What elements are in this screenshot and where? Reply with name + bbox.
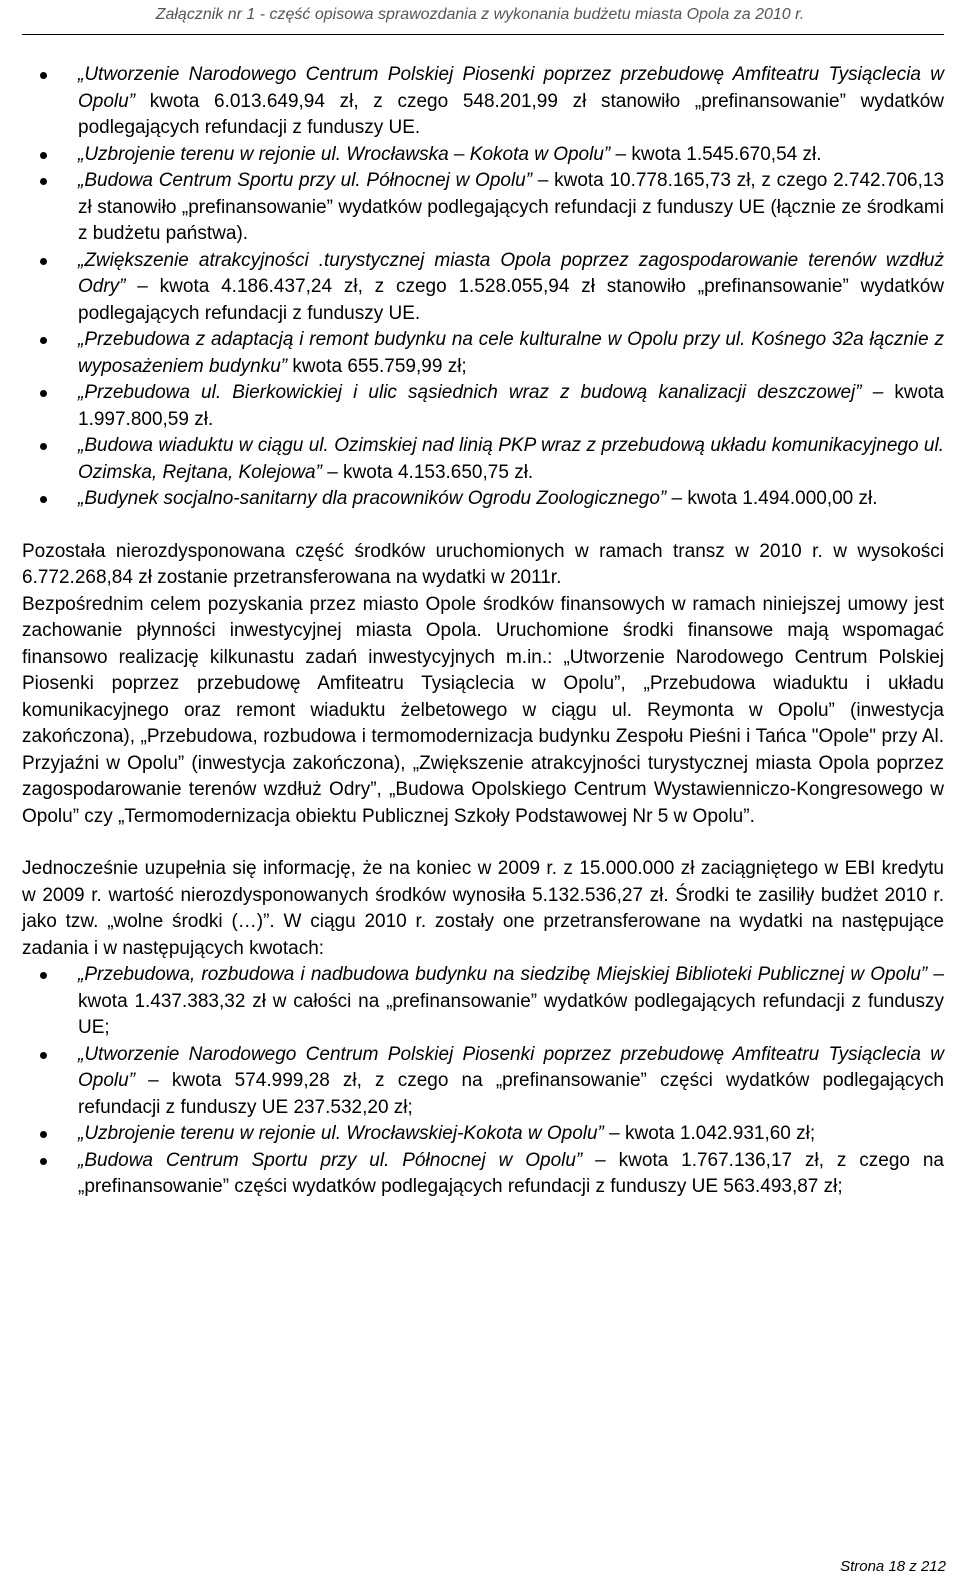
- page-number: Strona 18 z 212: [840, 1558, 946, 1575]
- task-amount: – kwota 1.042.931,60 zł;: [603, 1123, 816, 1144]
- paragraph-ebi-credit: Jednocześnie uzupełnia się informację, że na koniec w 2009 r. z 15.000.000 zł zaciągniętego w EBI kredytu w 2009 r. wartość nierozdysponowanych środków wynosiła 5.132.536,27 zł. Środki te zasiliły budżet 2010 r. jako tzw. „wolne środki (…)”. W ciągu 2010 r. zostały one przetransferowane na wydatki na następujące zadania i w następujących kwotach:: [22, 858, 944, 959]
- task-name: „Budynek socjalno-sanitarny dla pracowników Ogrodu Zoologicznego”: [78, 488, 667, 509]
- task-amount: – kwota 1.437.383,32 zł w całości na „prefinansowanie” wydatków podlegających refundacji z funduszy UE;: [78, 964, 944, 1038]
- list-item: [22, 327, 944, 380]
- investment-list-2: [22, 962, 944, 1201]
- list-item: [22, 1148, 944, 1201]
- list-item: [22, 1042, 944, 1122]
- document-body: [22, 62, 944, 1201]
- list-item: [22, 62, 944, 142]
- task-amount: – kwota 1.997.800,59 zł.: [78, 382, 944, 430]
- task-name: „Przebudowa ul. Bierkowickiej i ulic sąsiednich wraz z budową kanalizacji deszczowej”: [78, 382, 862, 403]
- task-amount: – kwota 4.186.437,24 zł, z czego 1.528.055,94 zł stanowiło „prefinansowanie” wydatków podlegających refundacji z funduszy UE.: [78, 276, 944, 324]
- investment-list-1: [22, 62, 944, 513]
- task-amount: – kwota 1.767.136,17 zł, z czego na „prefinansowanie” części wydatków podlegających refundacji z funduszy UE 563.493,87 zł;: [78, 1149, 944, 1197]
- task-name: „Utworzenie Narodowego Centrum Polskiej Piosenki poprzez przebudowę Amfiteatru Tysiąclecia w Opolu”: [78, 64, 944, 112]
- task-name: „Budowa Centrum Sportu przy ul. Północnej w Opolu”: [78, 1149, 583, 1171]
- spacer: [22, 830, 944, 856]
- task-amount: – kwota 574.999,28 zł, z czego na „prefinansowanie” części wydatków podlegających refundacji z funduszy UE 237.532,20 zł;: [78, 1070, 944, 1118]
- list-item: [22, 142, 944, 169]
- list-item: [22, 248, 944, 328]
- task-amount: kwota 6.013.649,94 zł, z czego 548.201,99 zł stanowiło „prefinansowanie” wydatków podlegających refundacji z funduszy UE.: [78, 90, 944, 138]
- task-name: „Zwiększenie atrakcyjności .turystycznej miasta Opola poprzez zagospodarowanie terenów wzdłuż Odry”: [78, 249, 944, 297]
- task-amount: – kwota 1.494.000,00 zł.: [666, 488, 878, 509]
- paragraph-objective: Bezpośrednim celem pozyskania przez miasto Opole środków finansowych w ramach niniejszej umowy jest zachowanie płynności inwestycyjnej miasta Opola. Uruchomione środki finansowe mają wspomagać finansowo realizację kilkunastu zadań inwestycyjnych m.in.: „Utworzenie Narodowego Centrum Polskiej Piosenki poprzez przebudowę Amfiteatru Tysiąclecia w Opolu”, „Przebudowa wiaduktu i układu komunikacyjnego oraz remont wiaduktu żelbetowego w ciągu ul. Reymonta w Opolu” (inwestycja zakończona), „Przebudowa, rozbudowa i termomodernizacja budynku Zespołu Pieśni i Tańca "Opole" przy Al. Przyjaźni w Opolu” (inwestycja zakończona), „Zwiększenie atrakcyjności turystycznej miasta Opola poprzez zagospodarowanie terenów wzdłuż Odry”, „Budowa Opolskiego Centrum Wystawienniczo-Kongresowego w Opolu” czy „Termomodernizacja obiektu Publicznej Szkoły Podstawowej Nr 5 w Opolu”.: [22, 593, 944, 827]
- task-name: „Uzbrojenie terenu w rejonie ul. Wrocławskiej-Kokota w Opolu”: [78, 1123, 604, 1144]
- page-header: Załącznik nr 1 - część opisowa sprawozdania z wykonania budżetu miasta Opola za 2010 r.: [155, 6, 805, 23]
- list-item: [22, 433, 944, 486]
- task-amount: kwota 655.759,99 zł;: [287, 355, 467, 377]
- spacer: [22, 513, 944, 539]
- list-item: [22, 380, 944, 433]
- paragraph-remaining-funds: Pozostała nierozdysponowana część środków uruchomionych w ramach transz w 2010 r. w wysokości 6.772.268,84 zł zostanie przetransferowana na wydatki w 2011r.: [22, 540, 944, 588]
- task-amount: – kwota 4.153.650,75 zł.: [321, 461, 534, 483]
- task-amount: – kwota 1.545.670,54 zł.: [610, 143, 822, 165]
- list-item: [22, 168, 944, 248]
- list-item: [22, 1121, 944, 1148]
- task-name: „Budowa Centrum Sportu przy ul. Północnej w Opolu”: [78, 170, 533, 191]
- header-divider: [22, 34, 944, 35]
- task-name: „Przebudowa, rozbudowa i nadbudowa budynku na siedzibę Miejskiej Biblioteki Publicznej w Opolu”: [78, 964, 928, 985]
- task-name: „Uzbrojenie terenu w rejonie ul. Wrocławska – Kokota w Opolu”: [78, 143, 611, 165]
- list-item: [22, 486, 944, 513]
- list-item: [22, 962, 944, 1042]
- task-name: „Przebudowa z adaptacją i remont budynku na cele kulturalne w Opolu przy ul. Kośnego 32a łącznie z wyposażeniem budynku”: [78, 329, 944, 377]
- task-name: „Budowa wiaduktu w ciągu ul. Ozimskiej nad linią PKP wraz z przebudową układu komunikacyjnego ul. Ozimska, Rejtana, Kolejowa”: [78, 435, 944, 483]
- task-amount: – kwota 10.778.165,73 zł, z czego 2.742.706,13 zł stanowiło „prefinansowanie” wydatków podlegających refundacji z funduszy UE (łącznie ze środkami z budżetu państwa).: [78, 170, 945, 244]
- task-name: „Utworzenie Narodowego Centrum Polskiej Piosenki poprzez przebudowę Amfiteatru Tysiąclecia w Opolu”: [78, 1043, 944, 1091]
